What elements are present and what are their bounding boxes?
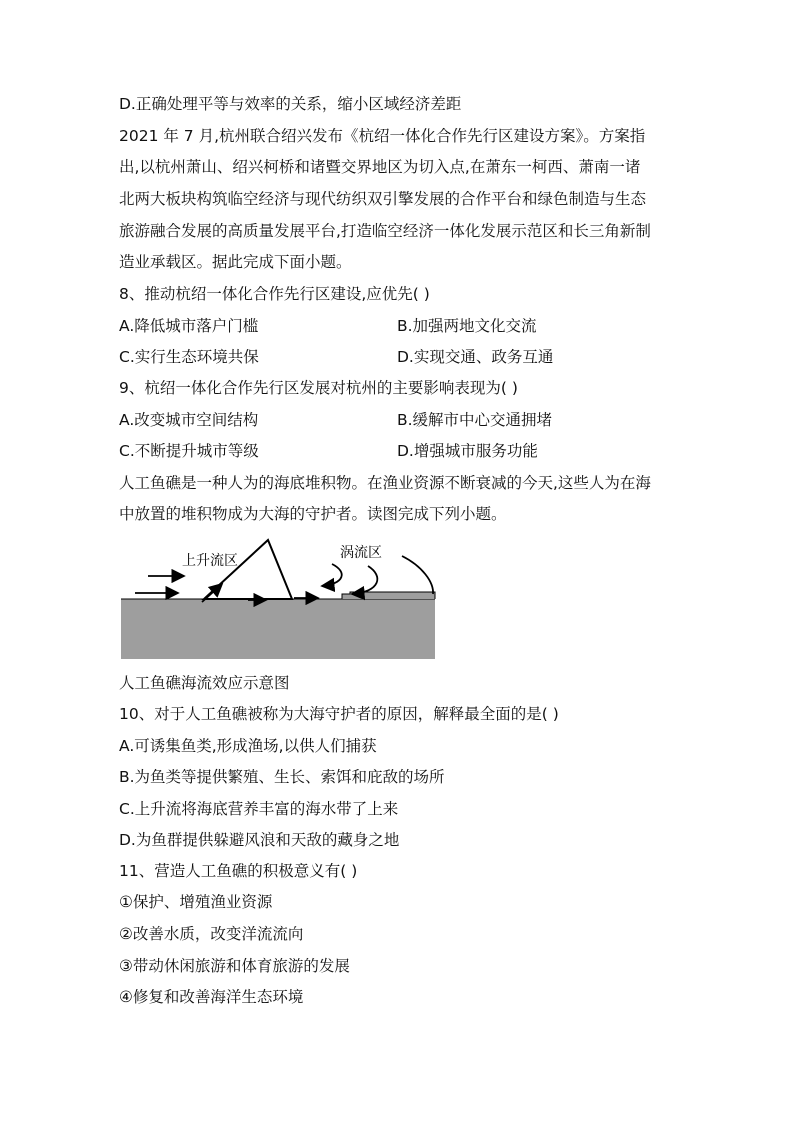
passage1-line-1: 2021 年 7 月,杭州联合绍兴发布《杭绍一体化合作先行区建设方案》。方案指: [119, 127, 646, 145]
q8-option-a: A.降低城市落户门槛: [119, 317, 259, 335]
label-upwelling: 上升流区: [182, 553, 238, 569]
figure-caption: 人工鱼礁海流效应示意图: [119, 674, 290, 692]
q8-option-b: B.加强两地文化交流: [397, 317, 537, 335]
eddy-curve-2: [352, 566, 377, 594]
eddy-curve-1: [322, 564, 342, 586]
q10-option-b: B.为鱼类等提供繁殖、生长、索饵和庇敌的场所: [119, 768, 445, 786]
label-eddy: 涡流区: [340, 545, 382, 561]
q10-option-a: A.可诱集鱼类,形成渔场,以供人们捕获: [119, 737, 377, 755]
passage1-line-5: 造业承载区。据此完成下面小题。: [119, 253, 352, 271]
q11-item-1: ①保护、增殖渔业资源: [119, 893, 273, 911]
eddy-curve-3: [402, 556, 433, 594]
q9-option-c: C.不断提升城市等级: [119, 442, 259, 460]
reef-diagram: [118, 536, 440, 664]
passage2-line-1: 人工鱼礁是一种人为的海底堆积物。在渔业资源不断衰减的今天,这些人为在海: [119, 474, 651, 492]
q11-item-4: ④修复和改善海洋生态环境: [119, 988, 304, 1006]
passage1-line-2: 出,以杭州萧山、绍兴柯桥和诸暨交界地区为切入点,在萧东一柯西、萧南一诸: [119, 158, 641, 176]
passage1-line-3: 北两大板块构筑临空经济与现代纺织双引擎发展的合作平台和绿色制造与生态: [119, 190, 647, 208]
passage1-line-4: 旅游融合发展的高质量发展平台,打造临空经济一体化发展示范区和长三角新制: [119, 222, 651, 240]
seabed: [121, 599, 435, 659]
q8-stem: 8、推动杭绍一体化合作先行区建设,应优先( ): [119, 285, 430, 303]
q8-option-d: D.实现交通、政务互通: [397, 348, 554, 366]
q10-stem: 10、对于人工鱼礁被称为大海守护者的原因，解释最全面的是( ): [119, 705, 559, 723]
q9-stem: 9、杭绍一体化合作先行区发展对杭州的主要影响表现为( ): [119, 379, 518, 397]
q9-option-d: D.增强城市服务功能: [397, 442, 538, 460]
q10-option-c: C.上升流将海底营养丰富的海水带了上来: [119, 800, 399, 818]
q8-option-c: C.实行生态环境共保: [119, 348, 259, 366]
q9-option-a: A.改变城市空间结构: [119, 411, 259, 429]
passage2-line-2: 中放置的堆积物成为大海的守护者。读图完成下列小题。: [119, 505, 507, 523]
q7-option-d: D.正确处理平等与效率的关系，缩小区域经济差距: [119, 95, 462, 113]
reef-triangle: [204, 540, 292, 599]
q11-item-3: ③带动休闲旅游和体育旅游的发展: [119, 957, 350, 975]
q10-option-d: D.为鱼群提供躲避风浪和天敌的藏身之地: [119, 831, 400, 849]
q11-item-2: ②改善水质，改变洋流流向: [119, 925, 304, 943]
q11-stem: 11、营造人工鱼礁的积极意义有( ): [119, 862, 358, 880]
q9-option-b: B.缓解市中心交通拥堵: [397, 411, 553, 429]
